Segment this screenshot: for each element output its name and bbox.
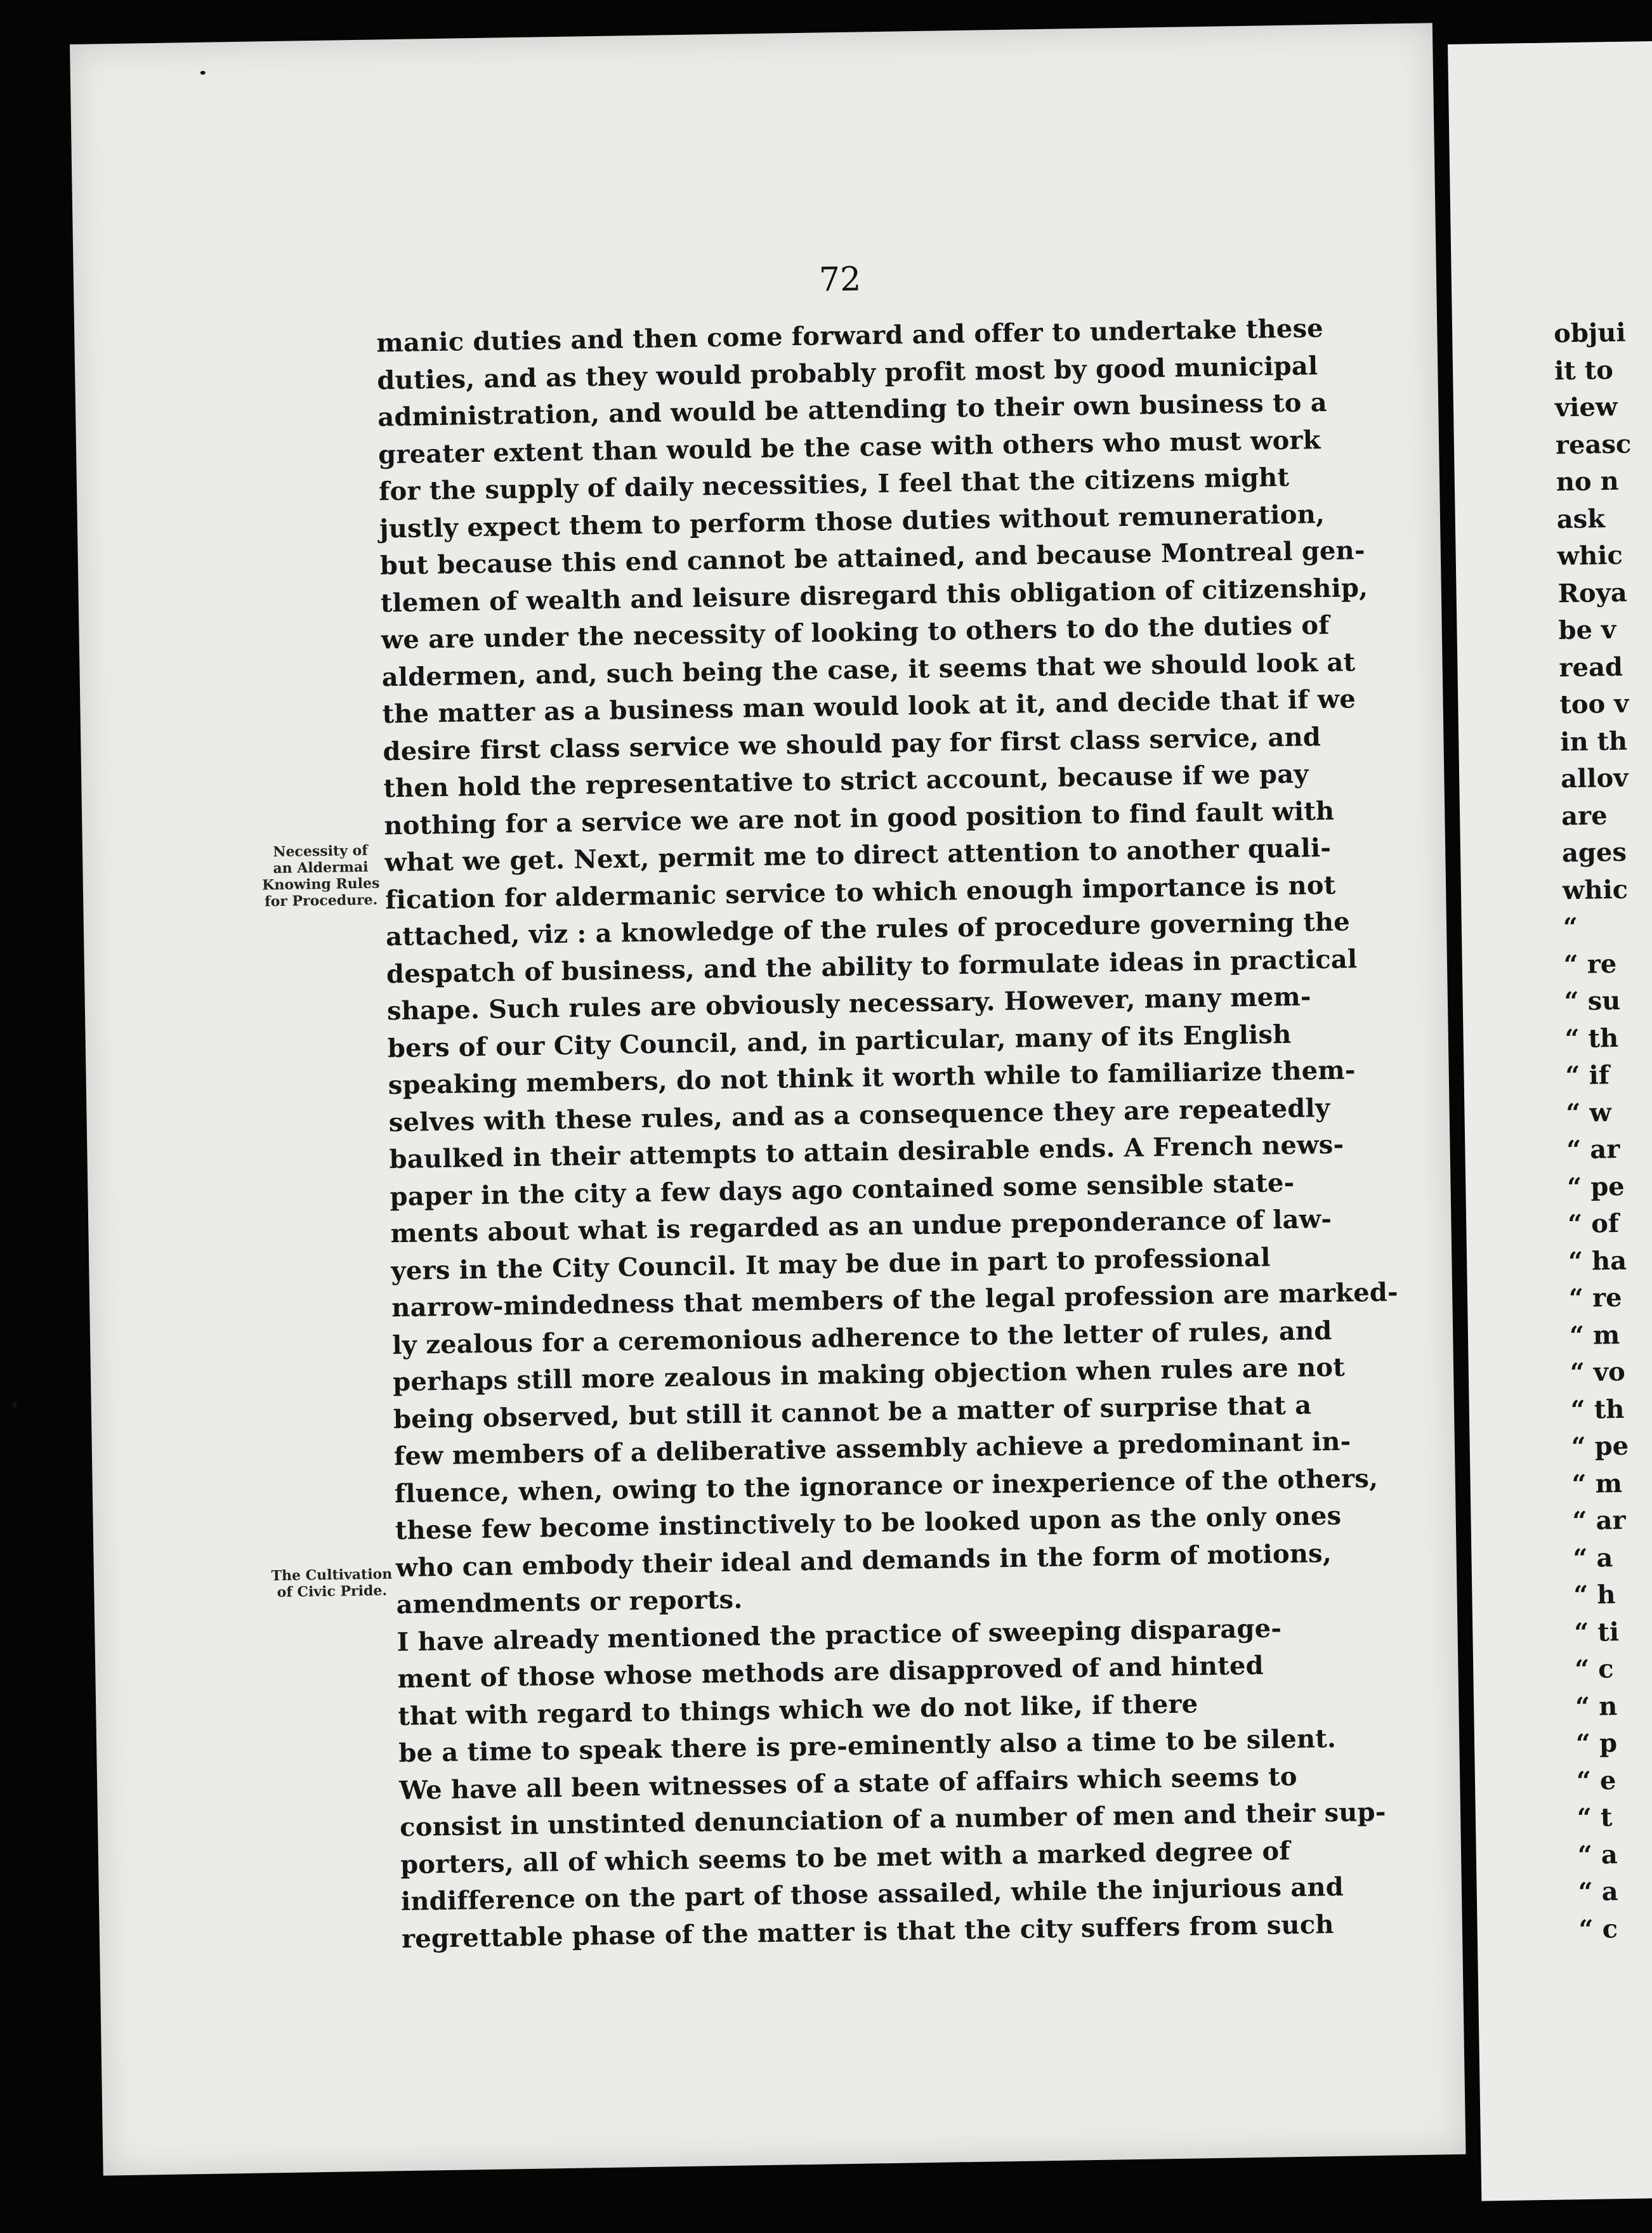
right-page-line: “ re: [1568, 1282, 1622, 1314]
body-line: we are under the necessity of looking to others to do the duties of: [381, 610, 1330, 655]
body-line: few members of a deliberative assembly achieve a predominant in-: [393, 1426, 1351, 1472]
right-page-line: are: [1561, 800, 1608, 831]
body-line: porters, all of which seems to be met with a marked degree of: [400, 1835, 1291, 1880]
body-line: narrow-mindedness that members of the legal profession are marked-: [391, 1277, 1399, 1323]
body-line: yers in the City Council. It may be due in part to professional: [391, 1242, 1271, 1286]
body-line: that with regard to things which we do not like, if there: [398, 1688, 1198, 1731]
right-page-line: whic: [1562, 874, 1629, 905]
body-line: consist in unstinted denunciation of a number of men and their sup-: [399, 1797, 1386, 1843]
body-line: baulked in their attempts to attain desirable ends. A French news-: [389, 1129, 1344, 1175]
body-line: ment of those whose methods are disapproved of and hinted: [397, 1650, 1264, 1694]
right-page-line: “ a: [1578, 1876, 1618, 1908]
right-page-line: too v: [1559, 688, 1629, 720]
body-line: justly expect them to perform those duties without remuneration,: [379, 499, 1325, 544]
right-page-line: no n: [1556, 466, 1619, 497]
right-page-line: “ e: [1576, 1765, 1616, 1796]
body-line: bers of our City Council, and, in particular, many of its English: [387, 1019, 1292, 1063]
body-line: what we get. Next, permit me to direct attention to another quali-: [384, 832, 1332, 878]
right-page-line: “ ar: [1572, 1505, 1626, 1536]
body-line: be a time to speak there is pre-eminently also a time to be silent.: [398, 1723, 1337, 1769]
body-line: amendments or reports.: [396, 1584, 743, 1620]
body-line: indifference on the part of those assailed, while the injurious and: [400, 1871, 1344, 1917]
right-page-line: ages: [1561, 837, 1627, 868]
body-line: fluence, when, owing to the ignorance or inexperience of the others,: [394, 1463, 1379, 1509]
body-line: but because this end cannot be attained, and because Montreal gen-: [379, 535, 1366, 581]
right-page: [1448, 41, 1652, 2201]
body-line: for the supply of daily necessities, I feel that the citizens might: [378, 462, 1290, 507]
body-line: despatch of business, and the ability to formulate ideas in practical: [386, 943, 1358, 989]
right-page-line: “ ar: [1566, 1134, 1620, 1165]
right-page-line: “ c: [1578, 1913, 1618, 1944]
right-page-line: “ re: [1563, 948, 1617, 979]
body-line: I have already mentioned the practice of sweeping disparage-: [397, 1613, 1282, 1657]
right-page-line: “ h: [1573, 1580, 1616, 1611]
right-page-line: reasc: [1555, 429, 1632, 460]
right-page-line: “ th: [1564, 1023, 1619, 1054]
right-page-line: “ a: [1577, 1839, 1618, 1870]
margin-note-line: Necessity of: [273, 842, 368, 861]
body-line: who can embody their ideal and demands in the form of motions,: [395, 1538, 1332, 1583]
body-line: greater extent than would be the case with others who must work: [377, 424, 1321, 469]
right-page-line: “ c: [1574, 1654, 1614, 1685]
body-line: nothing for a service we are not in good position to find fault with: [384, 796, 1335, 841]
right-page-line: “ th: [1570, 1394, 1625, 1425]
body-line: administration, and would be attending to their own business to a: [377, 387, 1328, 433]
right-page-line: “ su: [1564, 985, 1621, 1017]
ink-speck: [200, 71, 206, 75]
right-page-line: “ a: [1573, 1542, 1613, 1573]
body-line: the matter as a business man would look at it, and decide that if we: [382, 684, 1356, 730]
body-line: then hold the representative to strict account, because if we pay: [383, 759, 1309, 804]
right-page-line: “ m: [1571, 1468, 1623, 1499]
right-page-line: “ t: [1577, 1802, 1613, 1833]
margin-note-civic-pride: [256, 1566, 409, 1601]
margin-note-line: an Aldermai: [273, 858, 369, 877]
right-page-line: objui: [1553, 317, 1626, 349]
margin-note-line: Knowing Rules: [262, 875, 380, 894]
margin-note-line: The Cultivation: [271, 1566, 393, 1585]
body-line: duties, and as they would probably profit most by good municipal: [377, 350, 1318, 395]
right-page-line: in th: [1559, 726, 1628, 757]
right-page-line: “ pe: [1571, 1431, 1629, 1462]
body-line: desire first class service we should pay for first class service, and: [383, 721, 1321, 766]
body-text: [376, 309, 1442, 1958]
margin-note-line: of Civic Pride.: [277, 1582, 388, 1601]
margin-note-line: for Procedure.: [264, 891, 378, 910]
left-page: [70, 23, 1466, 2175]
right-page-line: “ w: [1566, 1097, 1612, 1128]
right-page-line: “ vo: [1570, 1356, 1626, 1388]
body-line: perhaps still more zealous in making objection when rules are not: [392, 1352, 1346, 1398]
right-page-line: allov: [1560, 763, 1629, 794]
right-page-line: “: [1563, 912, 1578, 943]
body-line: ly zealous for a ceremonious adherence to the letter of rules, and: [391, 1315, 1332, 1360]
margin-note-necessity: [244, 842, 398, 910]
body-line: ments about what is regarded as an undue preponderance of law-: [390, 1203, 1332, 1249]
body-line: manic duties and then come forward and offer to undertake these: [376, 313, 1324, 358]
right-page-line: “ m: [1569, 1320, 1620, 1351]
right-page-line: read: [1559, 652, 1623, 683]
body-line: tlemen of wealth and leisure disregard this obligation of citizenship,: [380, 572, 1368, 618]
right-page-line: ask: [1556, 503, 1606, 534]
body-line: these few become instinctively to be looked upon as the only ones: [395, 1500, 1342, 1546]
page-number: 72: [818, 260, 862, 299]
body-line: fication for aldermanic service to which enough importance is not: [384, 870, 1336, 915]
body-line: speaking members, do not think it worth while to familiarize them-: [388, 1055, 1356, 1101]
right-page-line: “ ti: [1573, 1616, 1620, 1647]
right-page-line: “ pe: [1566, 1171, 1625, 1202]
body-line: regrettable phase of the matter is that the city suffers from such: [401, 1909, 1334, 1954]
right-page-line: “ ha: [1568, 1245, 1627, 1276]
body-line: selves with these rules, and as a consequence they are repeatedly: [388, 1092, 1330, 1137]
right-page-line: “ p: [1575, 1728, 1618, 1759]
right-page-line: Roya: [1557, 577, 1628, 608]
body-line: shape. Such rules are obviously necessary. However, many mem-: [386, 981, 1311, 1026]
body-line: attached, viz : a knowledge of the rules of procedure governing the: [385, 907, 1351, 952]
right-page-line: “ n: [1575, 1691, 1618, 1722]
body-line: being observed, but still it cannot be a matter of surprise that a: [393, 1390, 1312, 1434]
ink-speck: [13, 1402, 17, 1408]
right-page-text: [1554, 315, 1652, 1949]
right-page-line: be v: [1558, 614, 1616, 646]
right-page-line: it to: [1554, 355, 1614, 386]
body-line: aldermen, and, such being the case, it seems that we should look at: [381, 646, 1356, 692]
right-page-line: view: [1554, 391, 1618, 423]
right-page-line: “ if: [1565, 1060, 1610, 1091]
body-line: We have all been witnesses of a state of affairs which seems to: [398, 1761, 1298, 1805]
body-line: paper in the city a few days ago contained some sensible state-: [390, 1167, 1295, 1212]
right-page-line: “ of: [1567, 1208, 1620, 1240]
right-page-line: whic: [1557, 540, 1623, 572]
